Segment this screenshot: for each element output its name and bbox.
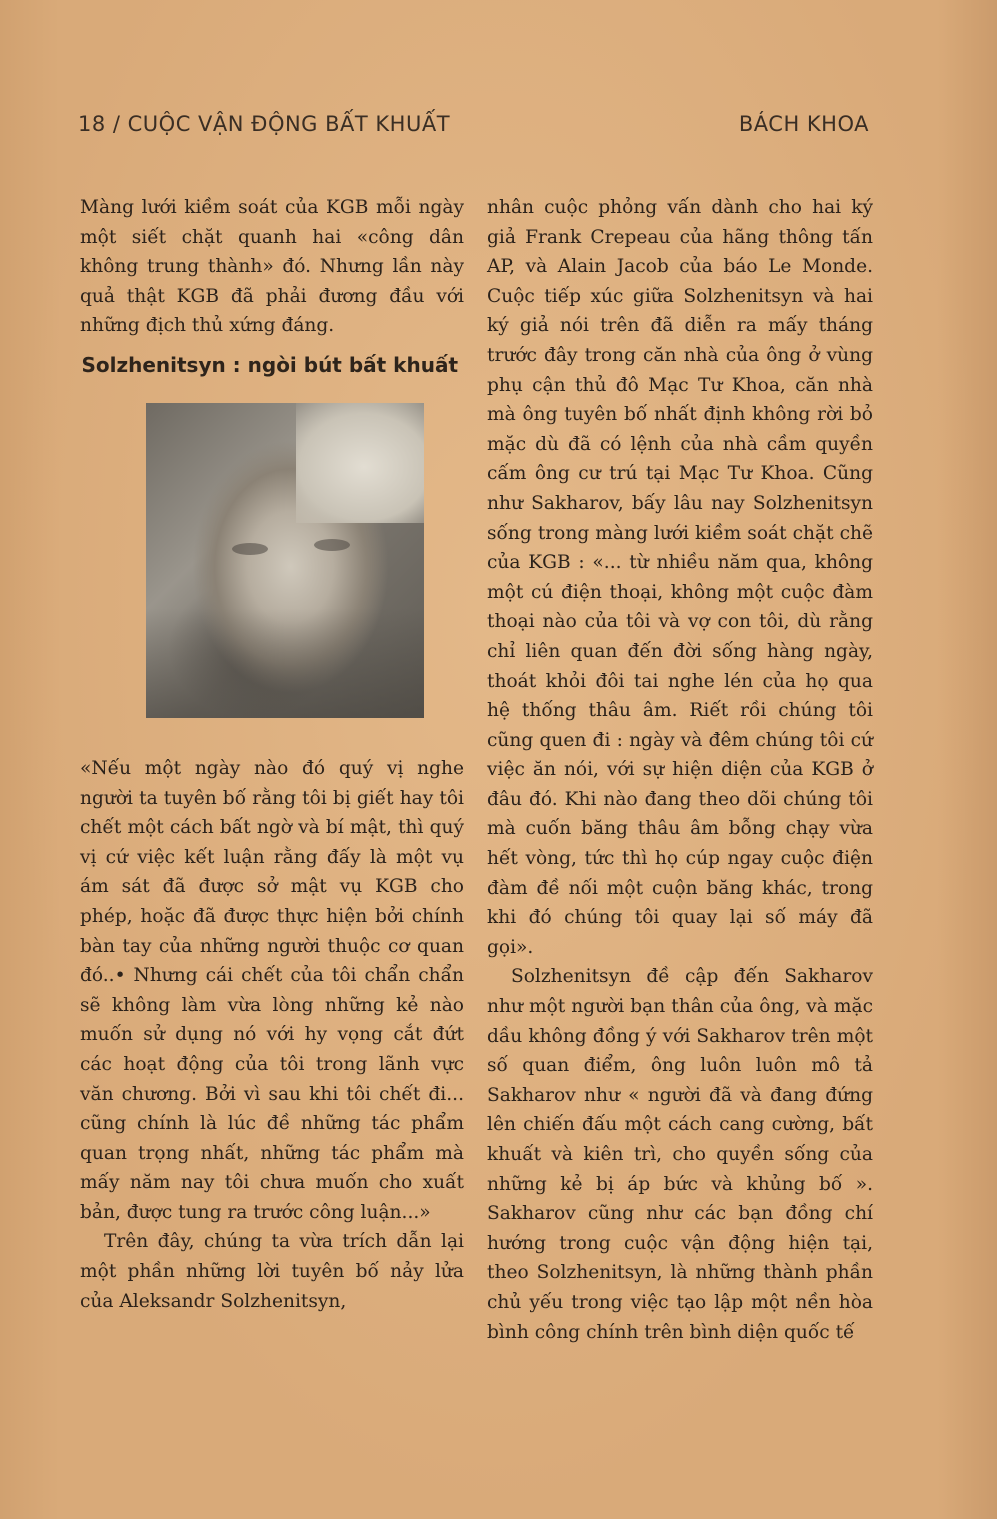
section-subheading: Solzhenitsyn : ngòi bút bất khuất: [81, 352, 458, 377]
quote-paragraph: «Nếu một ngày nào đó quý vị nghe người ta tuyên bố rằng tôi bị giết hay tôi chết một cách bất ngờ và bí mật, thì quý vị cứ việc kết luận rằng đấy là một vụ ám sát đã được sở mật vụ KGB cho phép, hoặc đã được thực hiện bởi chính bàn tay của những người thuộc cơ quan đó..• Nhưng cái chết của tôi chẩn chẩn sẽ không làm vừa lòng những kẻ nào muốn sử dụng nó với hy vọng cắt đứt các hoạt động của tôi trong lãnh vực văn chương. Bởi vì sau khi tôi chết đi... cũng chính là lúc đề những tác phẩm quan trọng nhất, những tác phẩm mà mấy năm nay tôi chưa muốn cho xuất bản, được tung ra trước công luận...»: [80, 757, 464, 1223]
left-column: [80, 193, 464, 1316]
right-column: [487, 193, 873, 1347]
interview-paragraph: nhân cuộc phỏng vấn dành cho hai ký giả Frank Crepeau của hãng thông tấn AP, và Alain Jacob của báo Le Monde. Cuộc tiếp xúc giữa Solzhenitsyn và hai ký giả nói trên đã diễn ra mấy tháng trước đây trong căn nhà của ông ở vùng phụ cận thủ đô Mạc Tư Khoa, căn nhà mà ông tuyên bố nhất định không rời bỏ mặc dù đã có lệnh của nhà cầm quyền cấm ông cư trú tại Mạc Tư Khoa. Cũng như Sakharov, bấy lâu nay Solzhenitsyn sống trong màng lưới kiềm soát chặt chẽ của KGB : «... từ nhiều năm qua, không một cú điện thoại, không một cuộc đàm thoại nào của tôi và vợ con tôi, dù rằng chỉ liên quan đến đời sống hàng ngày, thoát khỏi đôi tai nghe lén của họ qua hệ thống thâu âm. Riết rồi chúng tôi cũng quen đi : ngày và đêm chúng tôi cứ việc ăn nói, với sự hiện diện của KGB ở đâu đó. Khi nào đang theo dõi chúng tôi mà cuốn băng thâu âm bỗng chạy vừa hết vòng, tức thì họ cúp ngay cuộc điện đàm đề nối một cuộn băng khác, trong khi đó chúng tôi quay lại số máy đã gọi».: [487, 197, 873, 958]
running-title: 18 / CUỘC VẬN ĐỘNG BẤT KHUẤT: [78, 112, 451, 136]
intro-paragraph: Màng lưới kiềm soát của KGB mỗi ngày một siết chặt quanh hai «công dân không trung thành» đó. Nhưng lần này quả thật KGB đã phải đương đầu với những địch thủ xứng đáng.: [80, 197, 464, 337]
portrait-photo: [146, 403, 424, 718]
magazine-name: BÁCH KHOA: [738, 112, 869, 136]
page-header: [78, 112, 869, 146]
closing-paragraph: Trên đây, chúng ta vừa trích dẫn lại một phần những lời tuyên bố nảy lửa của Aleksandr Solzhenitsyn,: [80, 1231, 464, 1312]
sakharov-paragraph: Solzhenitsyn đề cập đến Sakharov như một người bạn thân của ông, và mặc dầu không đồng ý với Sakharov trên một số quan điểm, ông luôn luôn mô tả Sakharov như « người đã và đang đứng lên chiến đấu một cách cang cường, bất khuất và kiên trì, cho quyền sống của những kẻ bị áp bức và khủng bố ». Sakharov cũng như các bạn đồng chí hướng trong cuộc vận động hiện tại, theo Solzhenitsyn, là những thành phần chủ yếu trong việc tạo lập một nền hòa bình công chính trên bình diện quốc tế: [487, 966, 873, 1343]
